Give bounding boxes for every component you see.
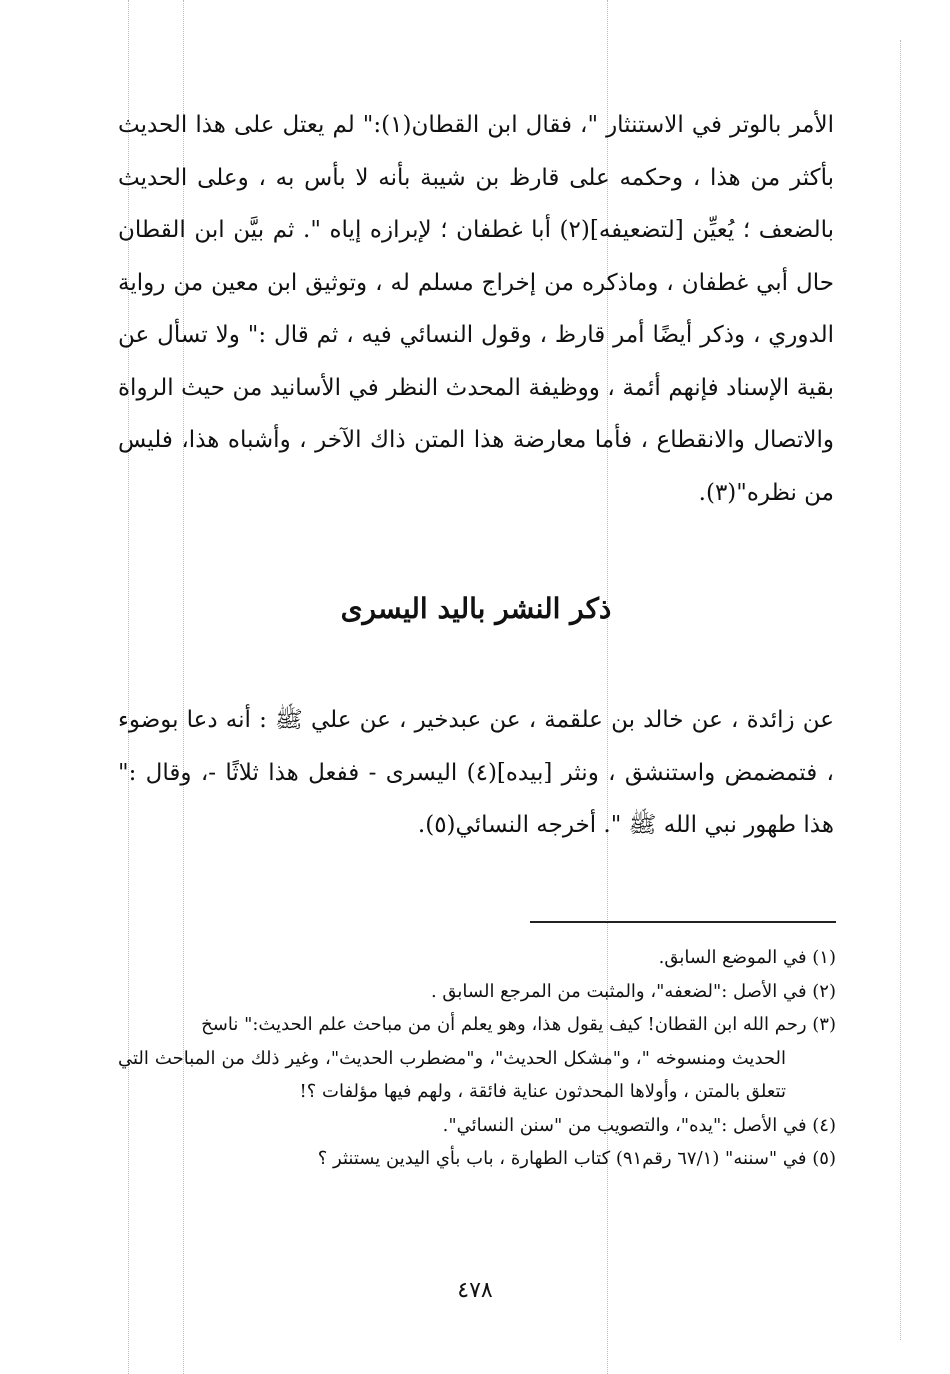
footnote-3 — [118, 1008, 836, 1109]
paragraph-text: عن زائدة ، عن خالد بن علقمة ، عن عبدخير ، عن علي ﷺ : أنه دعا بوضوء ، فتمضمض واستنشق ، ونثر [بيده](٤) اليسرى - ففعل هذا ثلاثًا -، وقال :" هذا طهور نبي الله ﷺ ". أخرجه النسائي(٥). — [118, 707, 834, 838]
footnote-separator — [530, 921, 836, 923]
footnote-text: (٥) في "سننه" (٦٧/١ رقم٩١) كتاب الطهارة ، باب بأي اليدين يستنثر ؟ — [317, 1148, 836, 1169]
footnotes — [118, 941, 836, 1176]
footnote-5 — [118, 1142, 836, 1176]
footnote-continuation: الحديث ومنسوخه "، و"مشكل الحديث"، و"مضطرب الحديث"، وغير ذلك من المباحث التي تتعلق بالمتن ، وأولاها المحدثون عناية فائقة ، ولهم فيها مؤلفات ؟! — [118, 1047, 786, 1102]
footnote-1 — [118, 941, 836, 975]
footnote-text: (٣) رحم الله ابن القطان! كيف يقول هذا، وهو يعلم أن من مباحث علم الحديث:" ناسخ — [201, 1014, 836, 1035]
section-heading: ذكر النشر باليد اليسرى — [340, 592, 612, 625]
footnote-2 — [118, 975, 836, 1009]
footnote-4 — [118, 1109, 836, 1143]
body-paragraph-1 — [118, 99, 834, 519]
scan-artifact-line — [900, 40, 901, 1340]
body-paragraph-2 — [118, 694, 834, 852]
footnote-text: (١) في الموضع السابق. — [658, 947, 836, 968]
footnote-text: (٤) في الأصل :"يده"، والتصويب من "سنن النسائي". — [442, 1114, 836, 1136]
page-number: ٤٧٨ — [457, 1278, 493, 1303]
paragraph-text: الأمر بالوتر في الاستنثار "، فقال ابن القطان(١):" لم يعتل على هذا الحديث بأكثر من هذا ، وحكمه على قارظ بن شيبة بأنه لا بأس به ، وعلى الحديث بالضعف ؛ يُعيِّن [لتضعيفه](٢) أبا غطفان ؛ لإبرازه إياه ". ثم بيَّن ابن القطان حال أبي غطفان ، وماذكره من إخراج مسلم له ، وتوثيق ابن معين من رواية الدوري ، وذكر أيضًا أمر قارظ ، وقول النسائي فيه ، ثم قال :" ولا تسأل عن بقية الإسناد فإنهم أئمة ، ووظيفة المحدث النظر في الأسانيد من حيث الرواة والاتصال والانقطاع ، فأما معارضة هذا المتن ذاك الآخر ، وأشباه هذا، فليس من نظره"(٣). — [118, 112, 834, 506]
footnote-text: (٢) في الأصل :"لضعفه"، والمثبت من المرجع السابق . — [430, 980, 836, 1002]
